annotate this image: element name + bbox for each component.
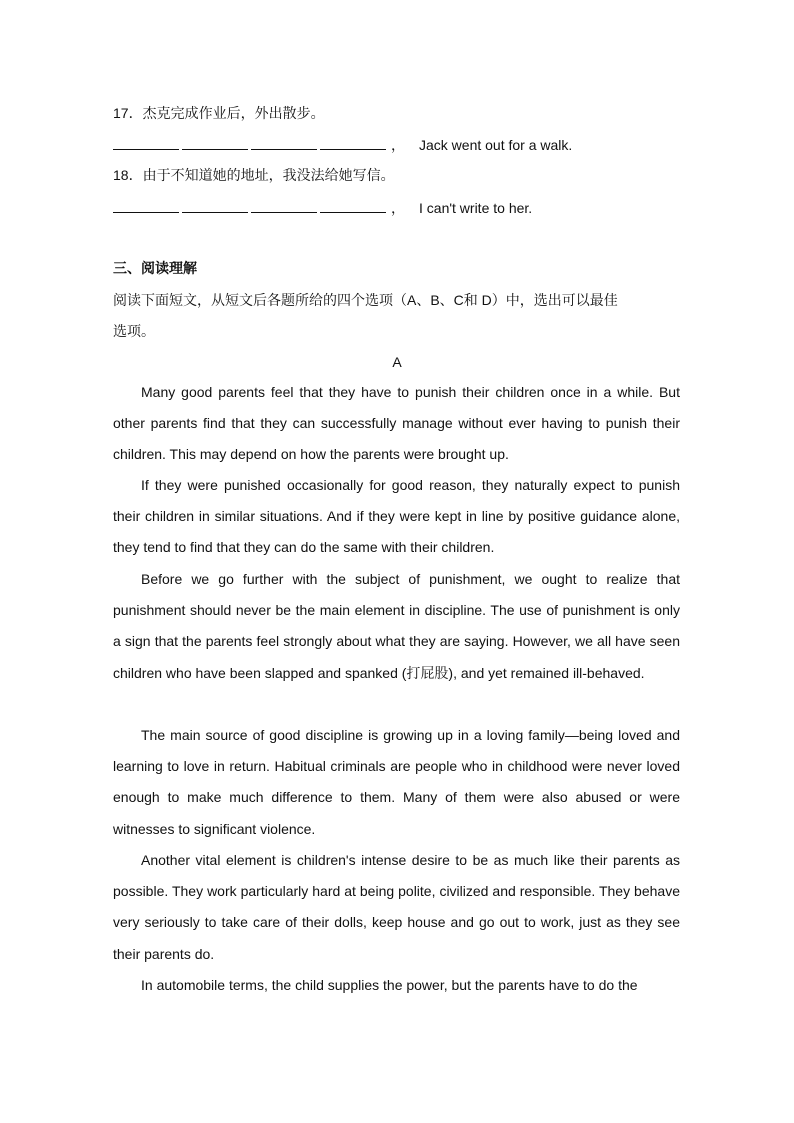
given-clause: I can't write to her. — [419, 200, 533, 216]
passage-label: A — [392, 354, 402, 370]
instruction-line-1: 阅读下面短文，从短文后各题所给的四个选项（A、B、C和 D）中，选出可以最佳 — [113, 292, 618, 308]
passage-paragraph: Another vital element is children's intense desire to be as much like their parents as possible. They work particularly hard at being polite, civilized and responsible. They behave very seriously to take care of their dolls, keep house and go out to work, just as they see their parents do. — [113, 852, 680, 962]
passage-paragraph: Many good parents feel that they have to punish their children once in a while. But other parents find that they can successfully manage without ever having to punish their children. This may depend on how the parents were brought up. — [113, 384, 680, 463]
blank[interactable] — [113, 197, 179, 213]
answer-blanks[interactable] — [113, 134, 389, 155]
question-18-answer-line — [113, 197, 532, 218]
blank[interactable] — [251, 134, 317, 150]
blank[interactable] — [182, 197, 248, 213]
blank[interactable] — [320, 197, 386, 213]
instruction-line-2: 选项。 — [113, 323, 155, 339]
question-18-prompt: 18．由于不知道她的地址，我没法给她写信。 — [113, 167, 395, 183]
comma: ， — [391, 200, 405, 216]
answer-blanks[interactable] — [113, 197, 389, 218]
passage-paragraph: The main source of good discipline is growing up in a loving family—being loved and learning to love in return. Habitual criminals are people who in childhood were never loved enough to make much difference to them. Many of them were also abused or were witnesses to significant violence. — [113, 727, 680, 837]
passage-paragraph: If they were punished occasionally for good reason, they naturally expect to punish their children in similar situations. And if they were kept in line by positive guidance alone, they tend to find that they can do the same with their children. — [113, 477, 680, 556]
section-title: 三、阅读理解 — [113, 260, 197, 276]
comma: ， — [391, 137, 405, 153]
blank[interactable] — [251, 197, 317, 213]
passage-paragraph: Before we go further with the subject of punishment, we ought to realize that punishment should never be the main element in discipline. The use of punishment is only a sign that the parents feel strongly about what they are saying. However, we all have seen children who have been slapped and spanked (打屁股), and yet remained ill-behaved. — [113, 571, 680, 681]
question-17-answer-line — [113, 134, 572, 155]
question-17-prompt: 17．杰克完成作业后，外出散步。 — [113, 105, 325, 121]
given-clause: Jack went out for a walk. — [419, 137, 573, 153]
passage-paragraph: In automobile terms, the child supplies the power, but the parents have to do the — [141, 977, 638, 993]
blank[interactable] — [320, 134, 386, 150]
blank[interactable] — [182, 134, 248, 150]
blank[interactable] — [113, 134, 179, 150]
